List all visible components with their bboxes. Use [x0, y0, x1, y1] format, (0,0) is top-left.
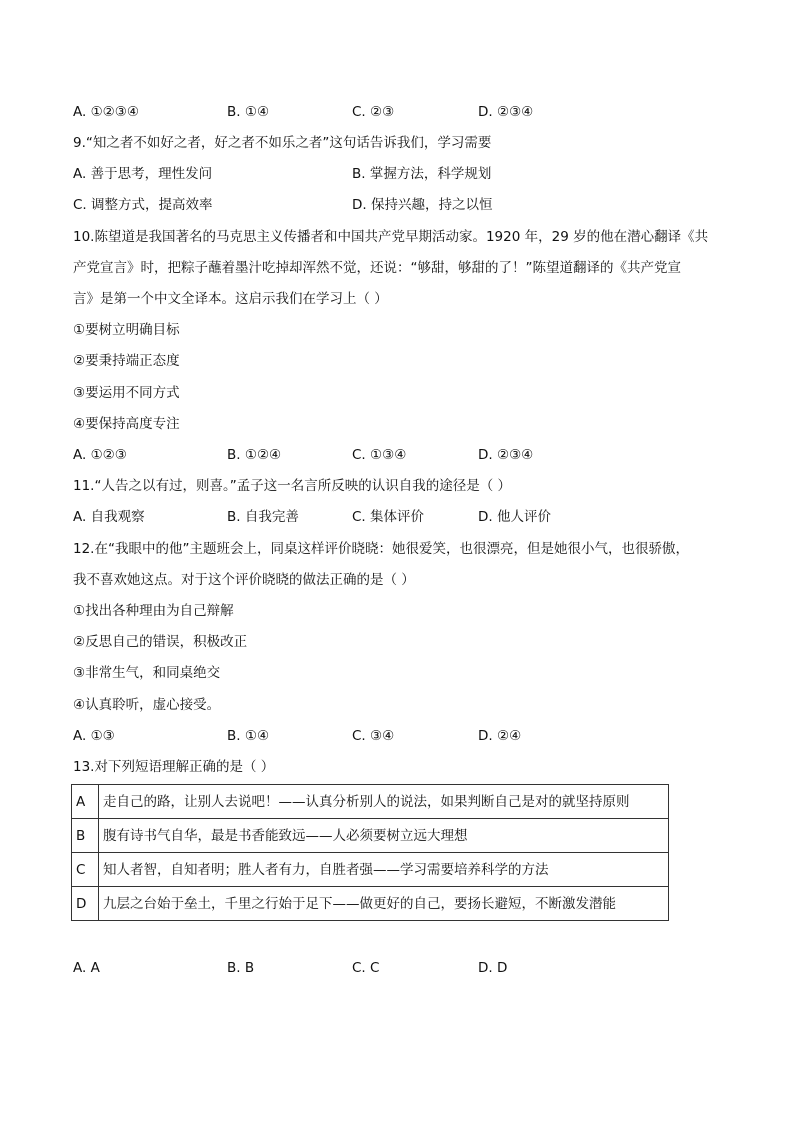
q11-option-c[interactable]: C. 集体评价 — [352, 509, 425, 525]
q13-row-key: A — [72, 785, 99, 819]
q13-option-c[interactable]: C. C — [352, 960, 380, 976]
q12-item-3: ③非常生气，和同桌绝交 — [73, 665, 221, 681]
q9-option-d[interactable]: D. 保持兴趣，持之以恒 — [352, 197, 493, 213]
q9-stem: 9.“知之者不如好之者，好之者不如乐之者”这句话告诉我们，学习需要 — [73, 135, 492, 151]
q13-row-key: C — [72, 853, 99, 887]
q12-option-b[interactable]: B. ①④ — [227, 728, 270, 744]
q11-option-b[interactable]: B. 自我完善 — [227, 509, 299, 525]
q12-item-2: ②反思自己的错误，积极改正 — [73, 634, 248, 650]
q12-stem-line-1: 12.在“我眼中的他”主题班会上，同桌这样评价晓晓：她很爱笑，也很漂亮，但是她很小气，也很骄傲， — [73, 541, 689, 557]
q10-item-4: ④要保持高度专注 — [73, 416, 180, 432]
q13-row-key: B — [72, 819, 99, 853]
q10-option-b[interactable]: B. ①②④ — [227, 447, 282, 463]
q13-table — [71, 784, 669, 921]
q10-option-c[interactable]: C. ①③④ — [352, 447, 407, 463]
q12-option-d[interactable]: D. ②④ — [478, 728, 522, 744]
q10-item-3: ③要运用不同方式 — [73, 385, 180, 401]
q12-option-c[interactable]: C. ③④ — [352, 728, 395, 744]
q8-option-d[interactable]: D. ②③④ — [478, 104, 534, 120]
q10-option-a[interactable]: A. ①②③ — [73, 447, 127, 463]
q11-option-a[interactable]: A. 自我观察 — [73, 509, 145, 525]
q12-option-a[interactable]: A. ①③ — [73, 728, 115, 744]
table-row — [72, 785, 669, 819]
q9-option-c[interactable]: C. 调整方式，提高效率 — [73, 197, 213, 213]
q10-stem-line-2: 产党宣言》时，把粽子蘸着墨汁吃掉却浑然不觉，还说：“够甜，够甜的了！”陈望道翻译的《共产党宣 — [73, 260, 681, 276]
q10-item-2: ②要秉持端正态度 — [73, 353, 180, 369]
q13-option-b[interactable]: B. B — [227, 960, 255, 976]
table-row — [72, 887, 669, 921]
table-row — [72, 853, 669, 887]
q10-stem-line-1: 10.陈望道是我国著名的马克思主义传播者和中国共产党早期活动家。1920 年，29 岁的他在潜心翻译《共 — [73, 229, 709, 245]
q9-option-a[interactable]: A. 善于思考，理性发问 — [73, 166, 213, 182]
q13-row-text: 走自己的路，让别人去说吧！——认真分析别人的说法，如果判断自己是对的就坚持原则 — [99, 785, 669, 819]
q9-option-b[interactable]: B. 掌握方法，科学规划 — [352, 166, 492, 182]
q13-row-key: D — [72, 887, 99, 921]
q13-row-text: 腹有诗书气自华，最是书香能致远——人必须要树立远大理想 — [99, 819, 669, 853]
q10-stem-line-3: 言》是第一个中文全译本。这启示我们在学习上（ ） — [73, 291, 388, 307]
q13-stem: 13.对下列短语理解正确的是（ ） — [73, 759, 275, 775]
q11-stem: 11.“人告之以有过，则喜。”孟子这一名言所反映的认识自我的途径是（ ） — [73, 478, 511, 494]
q13-option-a[interactable]: A. A — [73, 960, 100, 976]
q8-option-a[interactable]: A. ①②③④ — [73, 104, 139, 120]
q13-row-text: 知人者智，自知者明；胜人者有力，自胜者强——学习需要培养科学的方法 — [99, 853, 669, 887]
q8-option-c[interactable]: C. ②③ — [352, 104, 395, 120]
q13-row-text: 九层之台始于垒土，千里之行始于足下——做更好的自己，要扬长避短，不断激发潜能 — [99, 887, 669, 921]
q12-item-4: ④认真聆听，虚心接受。 — [73, 697, 221, 713]
q10-option-d[interactable]: D. ②③④ — [478, 447, 534, 463]
q13-option-d[interactable]: D. D — [478, 960, 508, 976]
q10-item-1: ①要树立明确目标 — [73, 322, 180, 338]
q8-option-b[interactable]: B. ①④ — [227, 104, 270, 120]
q12-stem-line-2: 我不喜欢她这点。对于这个评价晓晓的做法正确的是（ ） — [73, 572, 415, 588]
q11-option-d[interactable]: D. 他人评价 — [478, 509, 551, 525]
q12-item-1: ①找出各种理由为自己辩解 — [73, 603, 234, 619]
table-row — [72, 819, 669, 853]
